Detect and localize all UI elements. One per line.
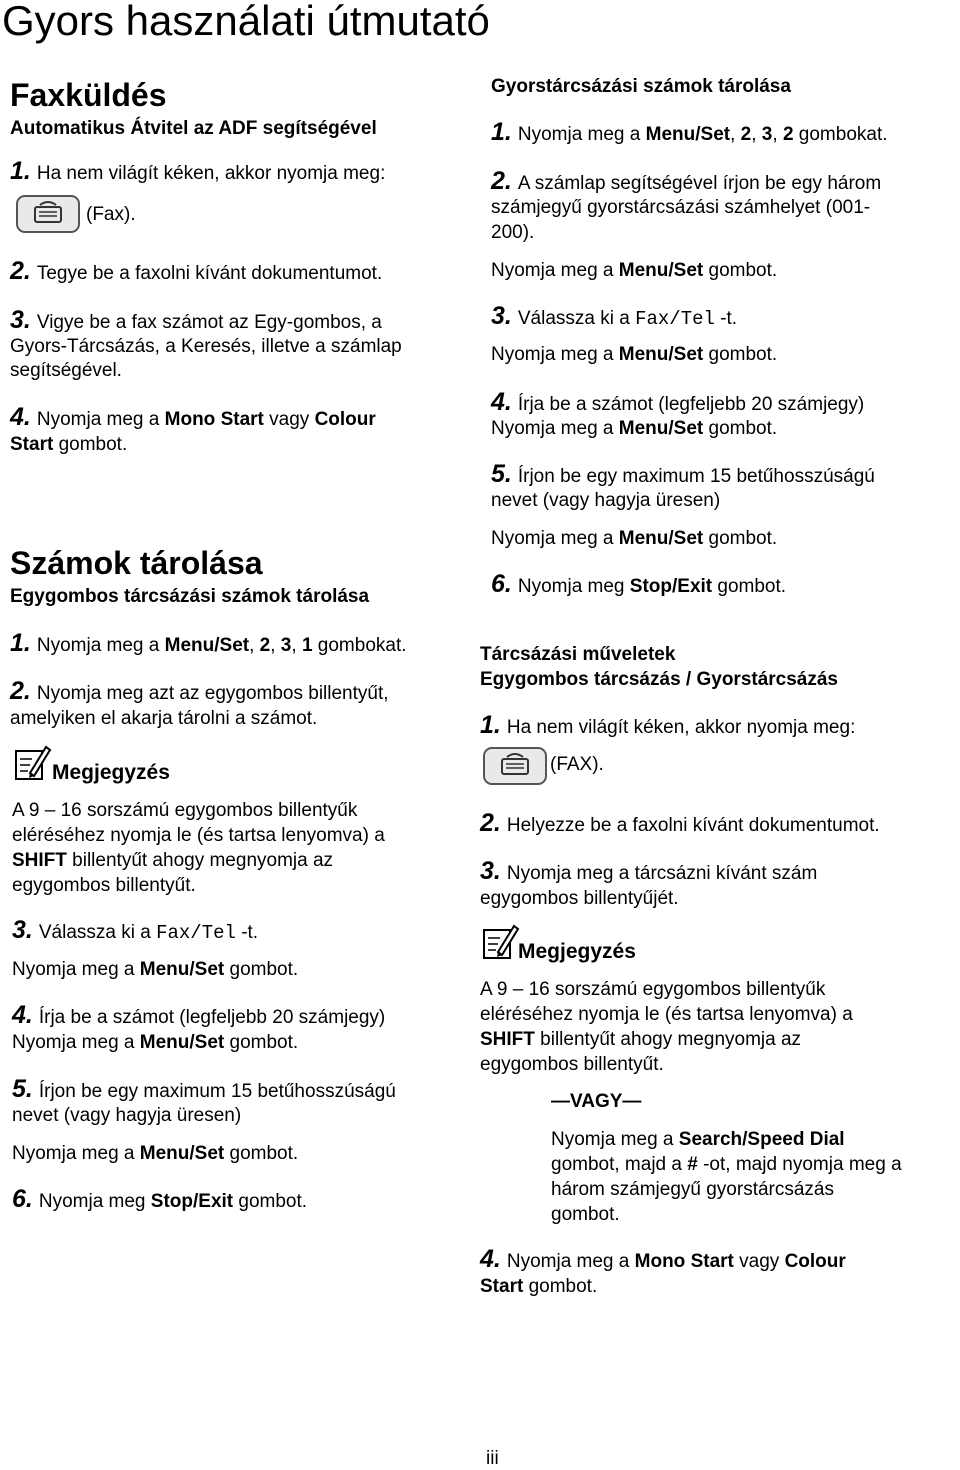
dial-subheading: Egygombos tárcsázás / Gyorstárcsázás	[480, 669, 839, 690]
dial-step-3-line2: egygombos billentyűjét.	[480, 888, 679, 909]
store-step-2-line2: amelyiken el akarja tárolni a számot.	[10, 708, 318, 729]
fax-step-4-line2: Start gombot.	[10, 434, 128, 455]
or-separator: —VAGY—	[551, 1091, 642, 1112]
store-step-1: 1. Nyomja meg a Menu/Set, 2, 3, 1 gombokat.	[10, 629, 407, 657]
pencil-note-icon	[480, 922, 520, 962]
alt-line-3: három számjegyű gyorstárcsázás	[551, 1179, 834, 1200]
fax-step-4: 4. Nyomja meg a Mono Start vagy Colour	[10, 403, 376, 431]
dial-step-1: 1. Ha nem világít kéken, akkor nyomja meg:	[480, 711, 856, 739]
fax-step-2: 2. Tegye be a faxolni kívánt dokumentumot.	[10, 257, 383, 285]
speed-step-3-press: Nyomja meg a Menu/Set gombot.	[491, 344, 778, 365]
note-line-3: SHIFT billentyűt ahogy megnyomja az	[12, 850, 334, 871]
speed-step-2-line3: 200).	[491, 222, 535, 243]
store-heading: Számok tárolása	[10, 545, 263, 581]
alt-line-4: gombot.	[551, 1204, 620, 1225]
fax-step-1	[10, 158, 385, 186]
fax-step-3-line3: segítségével.	[10, 360, 122, 381]
note-heading: Megjegyzés	[518, 940, 636, 963]
speed-step-6: 6. Nyomja meg Stop/Exit gombot.	[491, 570, 787, 598]
store-step-5-line2: nevet (vagy hagyja üresen)	[12, 1105, 242, 1126]
fax-button-label: (Fax).	[86, 204, 136, 225]
note-line-4: egygombos billentyűt.	[480, 1054, 664, 1075]
dial-step-2: 2. Helyezze be a faxolni kívánt dokumentumot.	[480, 809, 880, 837]
alt-line-2: gombot, majd a # -ot, majd nyomja meg a	[551, 1154, 902, 1175]
note-heading: Megjegyzés	[52, 761, 170, 784]
speed-step-5: 5. Írjon be egy maximum 15 betűhosszúságú	[491, 460, 875, 488]
fax-heading: Faxküldés	[10, 77, 167, 113]
step-number: 1.	[10, 157, 31, 185]
note-line-2: eléréséhez nyomja le (és tartsa lenyomva) a	[480, 1004, 853, 1025]
speed-dial-heading: Gyorstárcsázási számok tárolása	[491, 76, 791, 97]
fax-step-3: 3. Vigye be a fax számot az Egy-gombos, a	[10, 306, 382, 334]
speed-step-2-press: Nyomja meg a Menu/Set gombot.	[491, 260, 778, 281]
page-title: Gyors használati útmutató	[2, 0, 490, 44]
speed-step-3: 3. Válassza ki a Fax/Tel -t.	[491, 302, 738, 330]
store-step-2: 2. Nyomja meg azt az egygombos billentyűt,	[10, 677, 389, 705]
fax-step-3-line2: Gyors-Tárcsázás, a Keresés, illetve a számlap	[10, 336, 402, 357]
speed-step-1: 1. Nyomja meg a Menu/Set, 2, 3, 2 gombokat.	[491, 118, 888, 146]
speed-step-2: 2. A számlap segítségével írjon be egy három	[491, 167, 882, 195]
dial-step-3: 3. Nyomja meg a tárcsázni kívánt szám	[480, 857, 818, 885]
store-step-6: 6. Nyomja meg Stop/Exit gombot.	[12, 1185, 308, 1213]
speed-step-4: 4. Írja be a számot (legfeljebb 20 számjegy)	[491, 388, 865, 416]
note-line-3: SHIFT billentyűt ahogy megnyomja az	[480, 1029, 802, 1050]
note-line-2: eléréséhez nyomja le (és tartsa lenyomva) a	[12, 825, 385, 846]
speed-step-4-press: Nyomja meg a Menu/Set gombot.	[491, 418, 778, 439]
pencil-note-icon	[12, 743, 52, 783]
store-subheading: Egygombos tárcsázási számok tárolása	[10, 586, 370, 607]
store-step-4-press: Nyomja meg a Menu/Set gombot.	[12, 1032, 299, 1053]
step-text: Ha nem világít kéken, akkor nyomja meg:	[36, 163, 386, 184]
dial-step-4: 4. Nyomja meg a Mono Start vagy Colour	[480, 1245, 846, 1273]
alt-line-1: Nyomja meg a Search/Speed Dial	[551, 1129, 845, 1150]
dial-step-4-line2: Start gombot.	[480, 1276, 598, 1297]
store-step-3-press: Nyomja meg a Menu/Set gombot.	[12, 959, 299, 980]
fax-button-icon	[16, 195, 80, 233]
dial-heading: Tárcsázási műveletek	[480, 644, 676, 665]
note-line-4: egygombos billentyűt.	[12, 875, 196, 896]
fax-button-icon	[483, 747, 547, 785]
speed-step-5-line2: nevet (vagy hagyja üresen)	[491, 490, 721, 511]
store-step-5-press: Nyomja meg a Menu/Set gombot.	[12, 1143, 299, 1164]
fax-button-label: (FAX).	[550, 754, 604, 775]
speed-step-5-press: Nyomja meg a Menu/Set gombot.	[491, 528, 778, 549]
fax-subheading: Automatikus Átvitel az ADF segítségével	[10, 118, 377, 139]
note-line-1: A 9 – 16 sorszámú egygombos billentyűk	[12, 800, 358, 821]
store-step-4: 4. Írja be a számot (legfeljebb 20 számjegy)	[12, 1001, 386, 1029]
store-step-5: 5. Írjon be egy maximum 15 betűhosszúságú	[12, 1075, 396, 1103]
speed-step-2-line2: számjegyű gyorstárcsázási számhelyet (001-	[491, 197, 871, 218]
note-line-1: A 9 – 16 sorszámú egygombos billentyűk	[480, 979, 826, 1000]
store-step-3: 3. Válassza ki a Fax/Tel -t.	[12, 916, 259, 944]
page-number: iii	[486, 1448, 499, 1469]
